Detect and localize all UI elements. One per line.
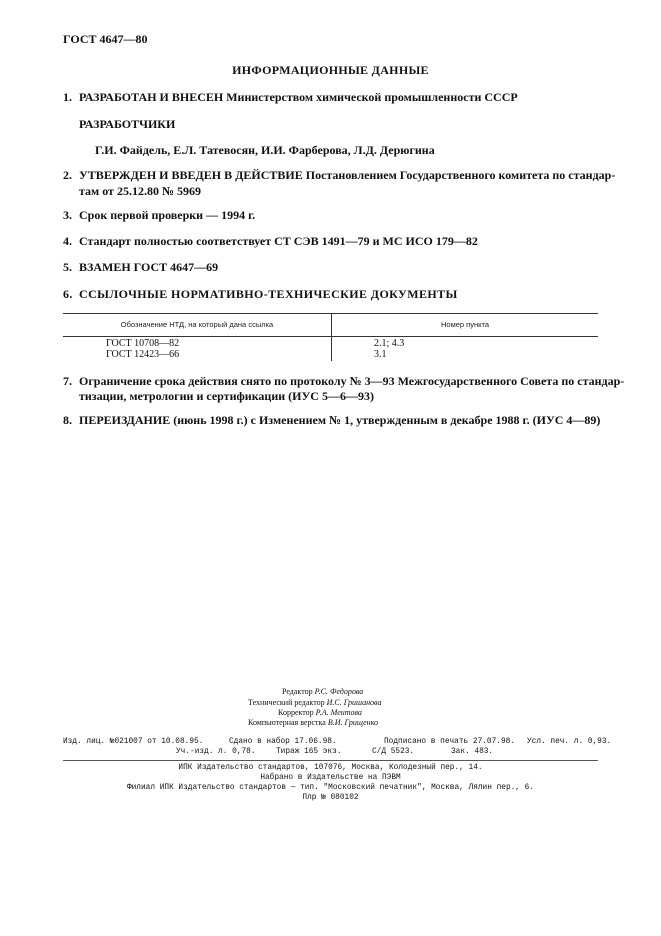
imprint-publisher-sheets: Уч.-изд. л. 0,78. <box>176 748 256 756</box>
imprint-print-sheets: Усл. печ. л. 0,93. <box>527 738 612 746</box>
imprint-circulation: Тираж 165 экз. <box>276 748 342 756</box>
imprint-editor <box>282 687 363 696</box>
layout-label: Компьютерная верстка <box>248 718 326 727</box>
corrector-label: Корректор <box>278 708 314 717</box>
item-4-number: 4. <box>63 234 72 248</box>
table-row-1-clause: 2.1; 4.3 <box>374 338 405 349</box>
item-6-text: ССЫЛОЧНЫЕ НОРМАТИВНО-ТЕХНИЧЕСКИЕ ДОКУМЕНТЫ <box>79 287 458 301</box>
item-6 <box>63 287 458 302</box>
item-3-text: Срок первой проверки — 1994 г. <box>79 208 256 222</box>
item-5 <box>63 260 218 275</box>
tech-editor-name: И.С. Гришанова <box>326 698 382 707</box>
page-title: ИНФОРМАЦИОННЫЕ ДАННЫЕ <box>232 63 429 77</box>
imprint-typeset-date: Сдано в набор 17.06.98. <box>229 738 337 746</box>
item-7-number: 7. <box>63 374 72 388</box>
table-header-clause: Номер пункта <box>440 320 489 329</box>
imprint-order-number: Зак. 483. <box>451 748 494 756</box>
imprint-typeset-note: Набрано в Издательстве на ПЭВМ <box>260 774 401 782</box>
tech-editor-label: Технический редактор <box>248 698 325 707</box>
item-4 <box>63 234 478 249</box>
item-6-number: 6. <box>63 287 73 301</box>
imprint-tech-editor <box>248 698 381 707</box>
item-2-line1: УТВЕРЖДЕН И ВВЕДЕН В ДЕЙСТВИЕ Постановлением Государственного комитета по стандар- <box>79 168 616 182</box>
imprint-sd-number: С/Д 5523. <box>372 748 415 756</box>
item-5-number: 5. <box>63 260 72 274</box>
item-1-number: 1. <box>63 90 72 104</box>
item-7 <box>63 374 624 389</box>
corrector-name: Р.А. Ментова <box>315 708 362 717</box>
imprint-corrector <box>278 708 362 717</box>
item-3-number: 3. <box>63 208 72 222</box>
imprint-license: Изд. лиц. №021007 от 10.08.95. <box>63 738 204 746</box>
table-header-document: Обозначение НТД, на который дана ссылка <box>120 320 274 329</box>
item-8-number: 8. <box>63 413 72 427</box>
item-7-line2: тизации, метрологии и сертификации (ИУС 5—6—93) <box>79 389 374 403</box>
imprint-print-date: Подписано в печать 27.07.98. <box>384 738 516 746</box>
item-7-line1: Ограничение срока действия снято по протоколу № 3—93 Межгосударственного Совета по стандар- <box>79 374 625 388</box>
item-2-number: 2. <box>63 168 72 182</box>
imprint-plr-number: Плр № 080102 <box>302 794 359 802</box>
table-row-2-document: ГОСТ 12423—66 <box>106 349 180 360</box>
item-2 <box>63 168 615 183</box>
item-1-text: РАЗРАБОТАН И ВНЕСЕН Министерством химической промышленности СССР <box>79 90 518 104</box>
table-row-1-document: ГОСТ 10708—82 <box>106 338 180 349</box>
editor-name: Р.С. Федорова <box>314 687 364 696</box>
imprint-divider <box>63 760 598 761</box>
imprint-layout <box>248 718 378 727</box>
developers-list: Г.И. Файдель, Е.Л. Татевосян, И.И. Фарберова, Л.Д. Дерюгина <box>95 143 435 157</box>
item-5-text: ВЗАМЕН ГОСТ 4647—69 <box>79 260 219 274</box>
layout-name: В.И. Грищенко <box>327 718 379 727</box>
imprint-printing-house: Филиал ИПК Издательство стандартов — тип. "Московский печатник", Москва, Лялин пер., 6. <box>126 784 535 792</box>
item-4-text: Стандарт полностью соответствует СТ СЭВ 1491—79 и МС ИСО 179—82 <box>79 234 478 248</box>
table-row-2-clause: 3.1 <box>374 349 387 360</box>
imprint-publisher-address: ИПК Издательство стандартов, 107076, Москва, Колодезный пер., 14. <box>178 764 483 772</box>
developers-label: РАЗРАБОТЧИКИ <box>79 117 176 131</box>
item-8-text: ПЕРЕИЗДАНИЕ (июнь 1998 г.) с Изменением № 1, утвержденным в декабре 1988 г. (ИУС 4—89) <box>79 413 601 427</box>
document-header: ГОСТ 4647—80 <box>63 32 148 46</box>
item-1 <box>63 90 518 105</box>
item-3 <box>63 208 255 223</box>
item-8 <box>63 413 600 428</box>
item-2-line2: там от 25.12.80 № 5969 <box>79 184 202 198</box>
editor-label: Редактор <box>282 687 313 696</box>
